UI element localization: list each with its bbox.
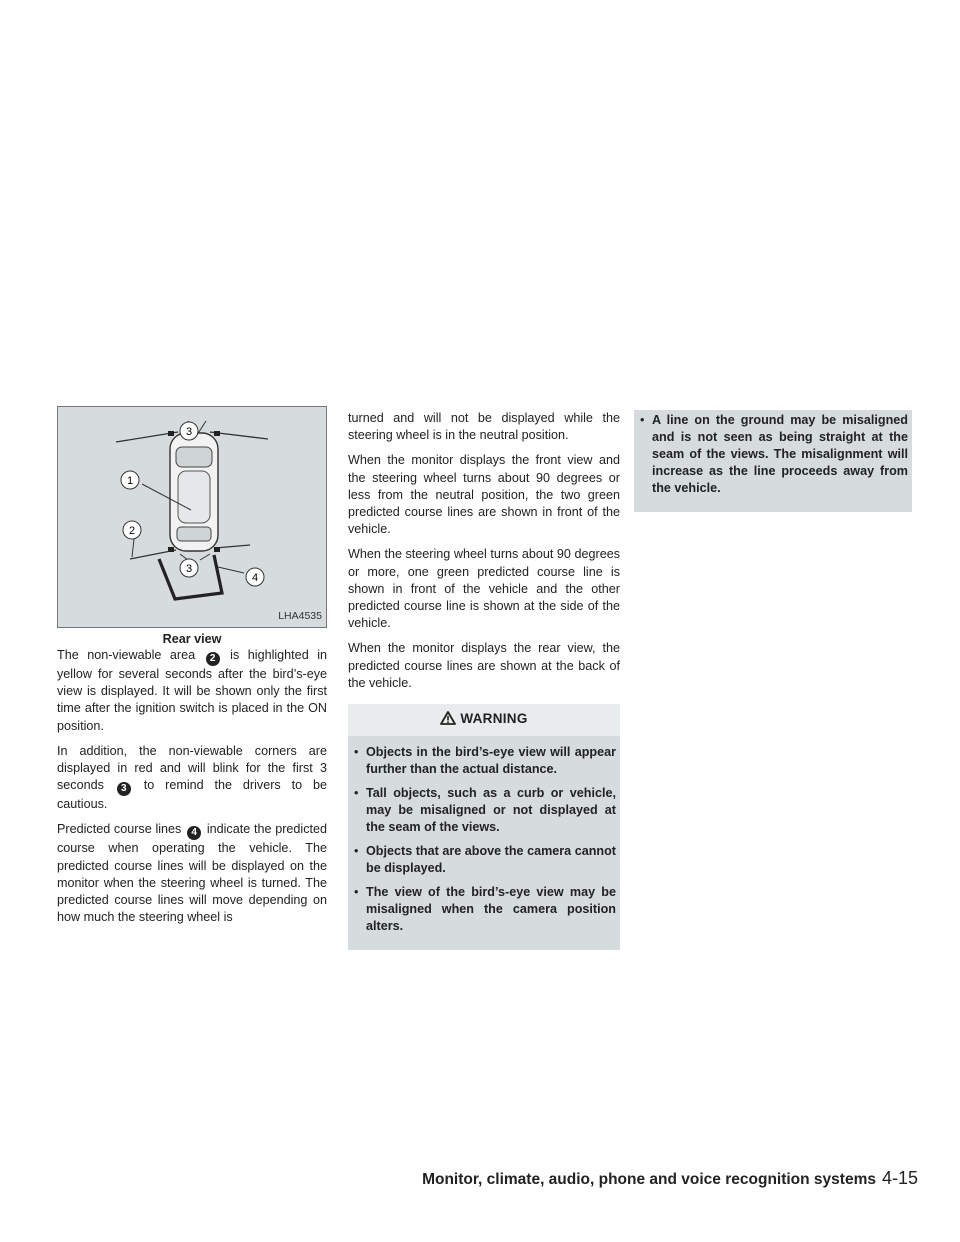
- birds-eye-diagram: [58, 407, 326, 627]
- text: The non-viewable area: [57, 648, 196, 662]
- warning-triangle-icon: [440, 711, 456, 729]
- text: Predicted course lines: [57, 822, 182, 837]
- list-item: • Tall objects, such as a curb or vehicle, may be misaligned or not displayed at the seam of the views.: [366, 785, 616, 836]
- list-item: • A line on the ground may be misaligned and is not seen as being straight at the seam of the views. The misalignment will increase as the line proceeds away from the vehicle.: [652, 412, 908, 497]
- paragraph-corners: [57, 743, 327, 814]
- paragraph-non-viewable: [57, 647, 327, 735]
- warning-label: WARNING: [460, 711, 528, 727]
- warning-box-continued: [634, 410, 912, 512]
- middle-column: [348, 410, 620, 950]
- list-item: • Objects in the bird’s-eye view will appear further than the actual distance.: [366, 744, 616, 778]
- figure-caption: Rear view: [162, 632, 222, 646]
- right-column: [634, 410, 912, 512]
- rear-view-figure: [57, 406, 327, 628]
- callout-number-3: 3: [117, 782, 131, 796]
- callout-number-2: 2: [206, 652, 220, 666]
- text: indicate the predicted course when operating the vehicle. The predicted course lines will be displayed on the monitor when the steering wheel is turned. The predicted course lines will move depending on how much the steering wheel is: [57, 822, 328, 925]
- warning-box: [348, 704, 620, 950]
- warning-heading: [348, 704, 620, 736]
- paragraph: turned and will not be displayed while the steering wheel is in the neutral position.: [348, 411, 620, 443]
- callout-2: 2: [128, 525, 136, 537]
- text: to remind the drivers to be cautious.: [57, 778, 328, 812]
- section-title: Monitor, climate, audio, phone and voice recognition systems: [422, 1171, 876, 1188]
- warning-list: [348, 736, 620, 935]
- page-number: 4-15: [881, 1168, 918, 1188]
- figure-code: LHA4535: [278, 609, 322, 622]
- list-item: • Objects that are above the camera cannot be displayed.: [366, 843, 616, 877]
- text: In addition, the non-viewable corners are displayed in red and will blink for the first 3 seconds: [57, 743, 327, 793]
- page-footer: [422, 1168, 918, 1189]
- paragraph: When the monitor displays the front view and the steering wheel turns about 90 degrees or less from the neutral position, the two green predicted course lines are shown in front of the vehicle.: [348, 453, 620, 537]
- left-column: [57, 406, 327, 934]
- paragraph-predicted-lines: [57, 821, 327, 926]
- callout-4: 4: [251, 572, 259, 584]
- callout-1: 1: [126, 475, 134, 487]
- text: is highlighted in yellow for several seconds after the bird’s-eye view is displayed. It will be shown only the first time after the ignition switch is placed in the ON position.: [57, 648, 328, 733]
- callout-3-bottom: 3: [185, 563, 193, 575]
- callout-3-top: 3: [185, 426, 193, 438]
- paragraph: When the steering wheel turns about 90 degrees or more, one green predicted course line is shown in front of the vehicle and the other predicted course line is shown at the side of the vehicle.: [348, 547, 620, 631]
- paragraph: When the monitor displays the rear view, the predicted course lines are shown at the back of the vehicle.: [348, 641, 620, 690]
- callout-number-4: 4: [187, 826, 201, 840]
- warning-list-continued: [652, 412, 908, 497]
- list-item: • The view of the bird’s-eye view may be misaligned when the camera position alters.: [366, 884, 616, 935]
